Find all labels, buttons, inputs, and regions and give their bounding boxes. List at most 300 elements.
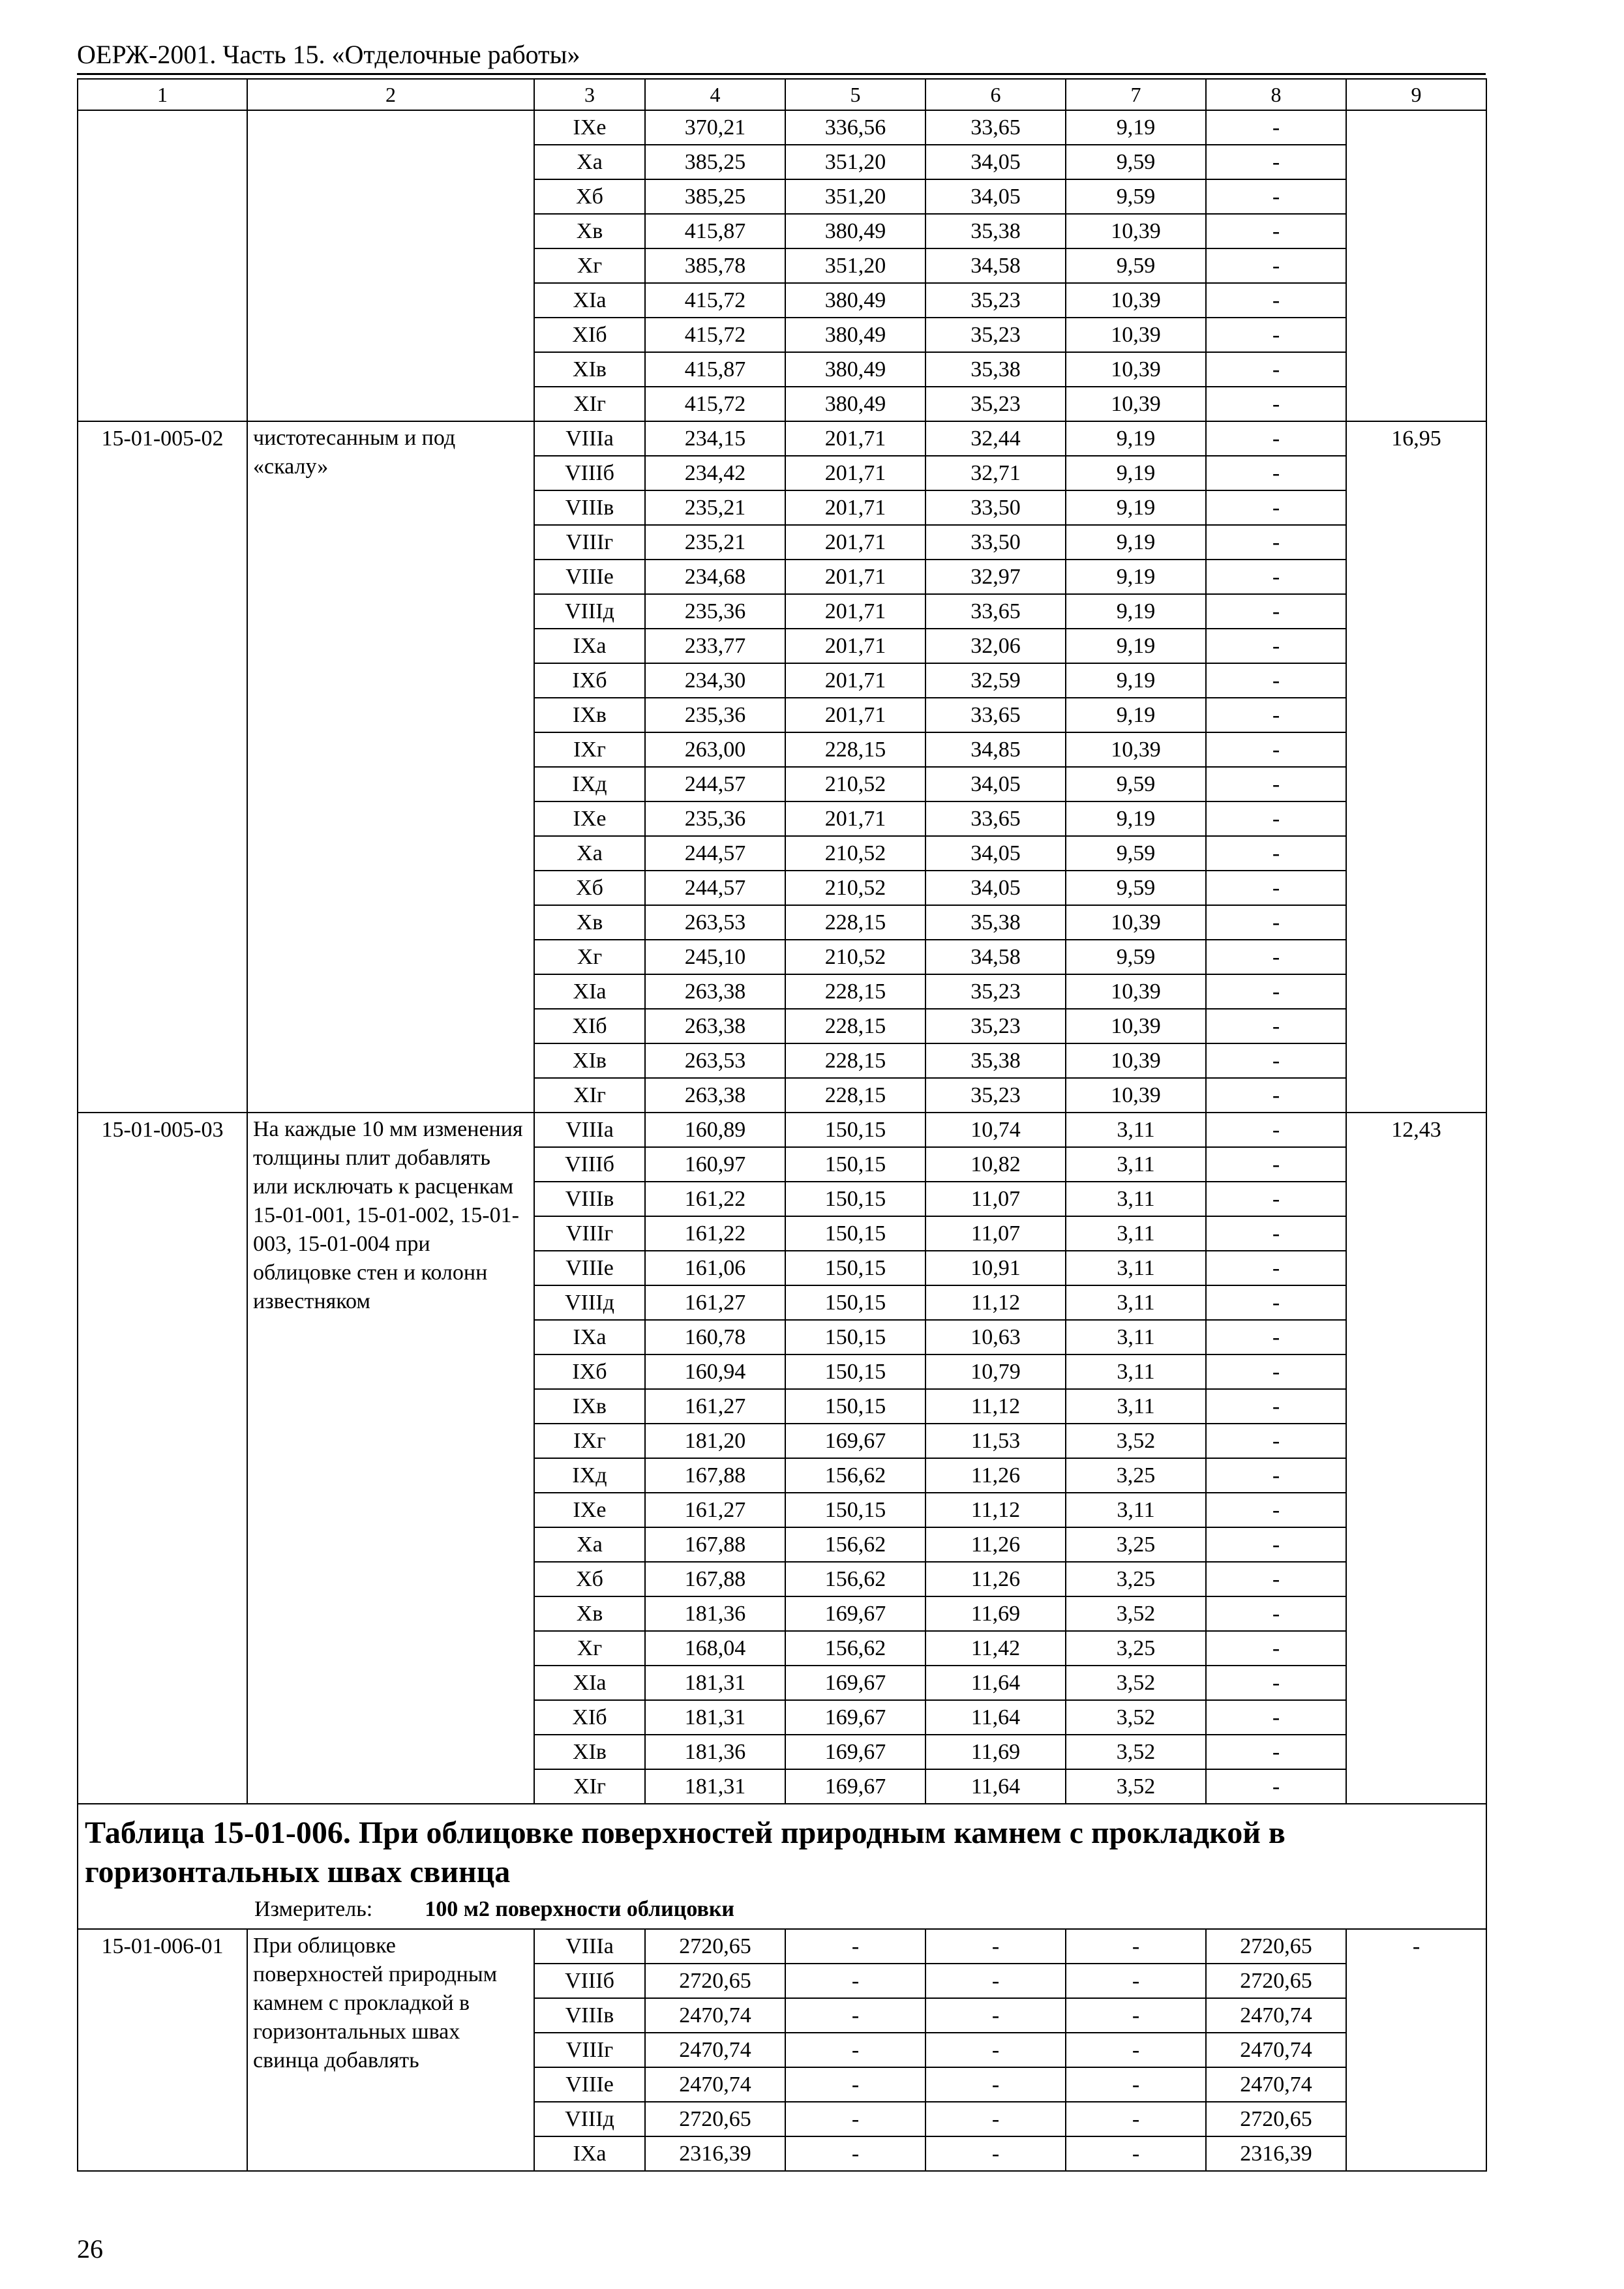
table-cell: - — [925, 2067, 1066, 2102]
table-cell: 9,59 — [1066, 767, 1206, 801]
table-cell: - — [1066, 2136, 1206, 2171]
table-cell: - — [1206, 836, 1346, 871]
table-row — [78, 1113, 1486, 1147]
table-cell: 380,49 — [785, 318, 925, 352]
table-cell: - — [1206, 1700, 1346, 1735]
table-cell: 244,57 — [645, 871, 785, 905]
table-cell: - — [1206, 1493, 1346, 1527]
rate-col9: 16,95 — [1346, 421, 1486, 1113]
table-cell: IXе — [534, 110, 645, 145]
table-cell: VIIIе — [534, 2067, 645, 2102]
table-cell: XIв — [534, 352, 645, 387]
table-cell: - — [1206, 560, 1346, 594]
table-cell: 161,22 — [645, 1216, 785, 1251]
column-number: 8 — [1206, 79, 1346, 110]
table-cell: XIг — [534, 1078, 645, 1113]
table-cell: - — [925, 1964, 1066, 1998]
table-cell: 210,52 — [785, 940, 925, 974]
table-cell: 210,52 — [785, 836, 925, 871]
table-cell: - — [1206, 490, 1346, 525]
table-cell: 169,67 — [785, 1700, 925, 1735]
table-cell: 201,71 — [785, 456, 925, 490]
table-cell: 11,64 — [925, 1700, 1066, 1735]
table-cell: VIIIе — [534, 1251, 645, 1285]
table-cell: 2720,65 — [645, 1964, 785, 1998]
rate-description — [247, 110, 534, 421]
column-number: 2 — [247, 79, 534, 110]
table-cell: IXе — [534, 801, 645, 836]
table-cell: 11,07 — [925, 1216, 1066, 1251]
rate-col9 — [1346, 110, 1486, 421]
table-cell: 9,59 — [1066, 836, 1206, 871]
table-cell: - — [1066, 1929, 1206, 1964]
table-cell: 201,71 — [785, 801, 925, 836]
table-cell: XIв — [534, 1735, 645, 1769]
table-cell: 11,12 — [925, 1389, 1066, 1424]
table-cell: - — [1206, 905, 1346, 940]
table-cell: 385,25 — [645, 145, 785, 179]
table-cell: - — [1206, 1354, 1346, 1389]
table-cell: VIIIг — [534, 2033, 645, 2067]
table-cell: VIIIд — [534, 594, 645, 629]
table-cell: - — [1206, 801, 1346, 836]
table-cell: - — [1206, 179, 1346, 214]
table-cell: 3,52 — [1066, 1666, 1206, 1700]
table-cell: XIа — [534, 1666, 645, 1700]
unit-label: Измеритель: — [254, 1897, 373, 1921]
table-cell: 235,36 — [645, 698, 785, 732]
rate-description: На каждые 10 мм изменения толщины плит добавлять или исключать к расценкам 15-01-001, 15-01-002, 15-01-003, 15-01-004 при облицовке стен и колонн известняком — [247, 1113, 534, 1804]
table-cell: - — [1206, 456, 1346, 490]
table-cell: 10,79 — [925, 1354, 1066, 1389]
table-cell: 201,71 — [785, 560, 925, 594]
table-cell: 2720,65 — [645, 2102, 785, 2136]
table-cell: IXе — [534, 1493, 645, 1527]
table-cell: 161,22 — [645, 1182, 785, 1216]
table-cell: 9,59 — [1066, 179, 1206, 214]
table-cell: 3,11 — [1066, 1216, 1206, 1251]
table-cell: 10,39 — [1066, 1043, 1206, 1078]
table-cell: IXв — [534, 1389, 645, 1424]
table-cell: - — [785, 2067, 925, 2102]
table-cell: - — [1206, 352, 1346, 387]
table-cell: 33,65 — [925, 594, 1066, 629]
table-cell: 234,68 — [645, 560, 785, 594]
table-cell: 160,89 — [645, 1113, 785, 1147]
table-cell: 2720,65 — [1206, 1929, 1346, 1964]
table-cell: 263,38 — [645, 1078, 785, 1113]
table-cell: 33,65 — [925, 110, 1066, 145]
table-cell: - — [785, 1998, 925, 2033]
table-cell: 9,19 — [1066, 110, 1206, 145]
table-cell: - — [1206, 1458, 1346, 1493]
column-number: 9 — [1346, 79, 1486, 110]
table-cell: 2470,74 — [645, 2033, 785, 2067]
table-cell: 201,71 — [785, 490, 925, 525]
rate-code — [78, 110, 247, 421]
table-cell: 35,23 — [925, 1009, 1066, 1043]
table-cell: 35,23 — [925, 318, 1066, 352]
table-cell: IXб — [534, 663, 645, 698]
table-cell: - — [1206, 767, 1346, 801]
table-cell: 3,52 — [1066, 1735, 1206, 1769]
table-cell: - — [785, 2102, 925, 2136]
table-cell: 10,82 — [925, 1147, 1066, 1182]
table-cell: VIIIг — [534, 525, 645, 560]
table-cell: 9,19 — [1066, 421, 1206, 456]
table-cell: 11,26 — [925, 1527, 1066, 1562]
table-cell: 235,21 — [645, 525, 785, 560]
table-cell: IXд — [534, 1458, 645, 1493]
table-cell: 150,15 — [785, 1182, 925, 1216]
table-cell: 160,97 — [645, 1147, 785, 1182]
table-cell: IXа — [534, 629, 645, 663]
table-cell: 201,71 — [785, 663, 925, 698]
rate-description: чистотесанным и под «скалу» — [247, 421, 534, 1113]
table-cell: 10,39 — [1066, 318, 1206, 352]
table-cell: VIIIг — [534, 1216, 645, 1251]
table-cell: 3,52 — [1066, 1769, 1206, 1804]
rate-code: 15-01-005-02 — [78, 421, 247, 1113]
table-cell: 150,15 — [785, 1389, 925, 1424]
table-cell: - — [1206, 387, 1346, 421]
table-cell: 167,88 — [645, 1562, 785, 1596]
table-cell: 201,71 — [785, 594, 925, 629]
table-cell: 228,15 — [785, 905, 925, 940]
table-cell: VIIIб — [534, 1147, 645, 1182]
table-cell: - — [1206, 110, 1346, 145]
header-rule — [77, 73, 1486, 75]
table-cell: IXг — [534, 732, 645, 767]
table-cell: 9,19 — [1066, 629, 1206, 663]
table-cell: 3,25 — [1066, 1527, 1206, 1562]
table-cell: - — [1206, 1527, 1346, 1562]
table-cell: 9,59 — [1066, 871, 1206, 905]
table-cell: 263,00 — [645, 732, 785, 767]
table-cell: Xа — [534, 836, 645, 871]
table-cell: 10,39 — [1066, 905, 1206, 940]
table-cell: 2720,65 — [645, 1929, 785, 1964]
table-cell: 351,20 — [785, 145, 925, 179]
table-cell: XIг — [534, 1769, 645, 1804]
table-cell: Xв — [534, 214, 645, 248]
table-cell: 3,11 — [1066, 1251, 1206, 1285]
table-cell: 34,58 — [925, 940, 1066, 974]
table-cell: 201,71 — [785, 629, 925, 663]
table-cell: 10,63 — [925, 1320, 1066, 1354]
column-number: 6 — [925, 79, 1066, 110]
table-cell: XIв — [534, 1043, 645, 1078]
table-cell: 263,38 — [645, 1009, 785, 1043]
table-cell: 150,15 — [785, 1354, 925, 1389]
table-cell: Xа — [534, 145, 645, 179]
table-cell: VIIIв — [534, 1182, 645, 1216]
table-cell: 32,06 — [925, 629, 1066, 663]
table-cell: 2720,65 — [1206, 1964, 1346, 1998]
column-number: 7 — [1066, 79, 1206, 110]
table-cell: 11,53 — [925, 1424, 1066, 1458]
column-number: 1 — [78, 79, 247, 110]
table-cell: 234,15 — [645, 421, 785, 456]
table-cell: 415,72 — [645, 318, 785, 352]
table-cell: - — [1066, 1964, 1206, 1998]
table-cell: 201,71 — [785, 525, 925, 560]
table-cell: 169,67 — [785, 1424, 925, 1458]
table-cell: XIа — [534, 283, 645, 318]
table-cell: XIг — [534, 387, 645, 421]
table-cell: - — [1066, 1998, 1206, 2033]
table-cell: 156,62 — [785, 1458, 925, 1493]
table-cell: 245,10 — [645, 940, 785, 974]
table-cell: Xв — [534, 1596, 645, 1631]
table-cell: VIIIд — [534, 2102, 645, 2136]
table-cell: 210,52 — [785, 767, 925, 801]
table-cell: 3,11 — [1066, 1493, 1206, 1527]
table-cell: - — [1206, 248, 1346, 283]
table-cell: 34,05 — [925, 836, 1066, 871]
table-cell: 3,25 — [1066, 1562, 1206, 1596]
table-cell: 169,67 — [785, 1735, 925, 1769]
table-cell: 160,94 — [645, 1354, 785, 1389]
table-cell: 9,59 — [1066, 940, 1206, 974]
table-cell: - — [1206, 1216, 1346, 1251]
table-cell: 11,69 — [925, 1735, 1066, 1769]
table-cell: VIIIв — [534, 1998, 645, 2033]
table-cell: Xг — [534, 940, 645, 974]
table-cell: 34,05 — [925, 871, 1066, 905]
table-cell: XIб — [534, 318, 645, 352]
table-cell: - — [1206, 1666, 1346, 1700]
table-cell: 10,39 — [1066, 732, 1206, 767]
table-cell: 415,87 — [645, 352, 785, 387]
table-cell: 201,71 — [785, 698, 925, 732]
table-cell: 11,07 — [925, 1182, 1066, 1216]
table-cell: 11,26 — [925, 1562, 1066, 1596]
table-cell: 3,52 — [1066, 1596, 1206, 1631]
table-cell: 169,67 — [785, 1596, 925, 1631]
table-cell: 351,20 — [785, 248, 925, 283]
table-cell: 35,23 — [925, 974, 1066, 1009]
rate-description: При облицовке поверхностей природным камнем с прокладкой в горизонтальных швах свинца добавлять — [247, 1929, 534, 2171]
table-cell: 33,65 — [925, 698, 1066, 732]
table-cell: - — [1206, 1251, 1346, 1285]
table-cell: 181,31 — [645, 1700, 785, 1735]
table-cell: 10,91 — [925, 1251, 1066, 1285]
table-cell: 161,06 — [645, 1251, 785, 1285]
table-cell: - — [1206, 421, 1346, 456]
table-cell: 2470,74 — [1206, 2067, 1346, 2102]
table-cell: - — [1206, 1043, 1346, 1078]
table-cell: - — [925, 1929, 1066, 1964]
table-cell: 161,27 — [645, 1493, 785, 1527]
table-cell: 3,11 — [1066, 1113, 1206, 1147]
table-cell: 35,23 — [925, 283, 1066, 318]
table-cell: XIб — [534, 1009, 645, 1043]
table-cell: - — [1206, 594, 1346, 629]
table-cell: 370,21 — [645, 110, 785, 145]
table-cell: XIб — [534, 1700, 645, 1735]
table-cell: 33,65 — [925, 801, 1066, 836]
table-cell: 336,56 — [785, 110, 925, 145]
table-cell: Xв — [534, 905, 645, 940]
column-number: 3 — [534, 79, 645, 110]
table-unit — [85, 1897, 1479, 1922]
table-cell: 10,74 — [925, 1113, 1066, 1147]
table-cell: 3,52 — [1066, 1700, 1206, 1735]
table-cell: VIIIб — [534, 1964, 645, 1998]
table-cell: 35,38 — [925, 905, 1066, 940]
table-cell: 10,39 — [1066, 1078, 1206, 1113]
table-cell: - — [1206, 1735, 1346, 1769]
table-cell: - — [1206, 145, 1346, 179]
table-cell: - — [1206, 663, 1346, 698]
table-cell: - — [1206, 1147, 1346, 1182]
table-cell: 235,36 — [645, 594, 785, 629]
table-cell: 33,50 — [925, 525, 1066, 560]
table-cell: 415,72 — [645, 387, 785, 421]
table-cell: 3,52 — [1066, 1424, 1206, 1458]
table-cell: 150,15 — [785, 1285, 925, 1320]
table-cell: - — [1206, 732, 1346, 767]
table-cell: - — [1206, 974, 1346, 1009]
table-cell: - — [1206, 940, 1346, 974]
table-cell: 10,39 — [1066, 352, 1206, 387]
table-cell: VIIIа — [534, 1929, 645, 1964]
table-cell: 380,49 — [785, 283, 925, 318]
table-cell: 3,25 — [1066, 1458, 1206, 1493]
table-cell: 32,44 — [925, 421, 1066, 456]
table-cell: - — [785, 2033, 925, 2067]
table-cell: 150,15 — [785, 1251, 925, 1285]
table-cell: 380,49 — [785, 387, 925, 421]
table-cell: 34,05 — [925, 179, 1066, 214]
table-cell: 34,05 — [925, 767, 1066, 801]
table-cell: 3,25 — [1066, 1631, 1206, 1666]
table-cell: - — [925, 2102, 1066, 2136]
table-cell: 150,15 — [785, 1493, 925, 1527]
table-cell: 244,57 — [645, 767, 785, 801]
table-cell: - — [1206, 1562, 1346, 1596]
table-cell: VIIIа — [534, 421, 645, 456]
table-cell: 9,19 — [1066, 663, 1206, 698]
table-cell: 150,15 — [785, 1147, 925, 1182]
table-cell: 32,71 — [925, 456, 1066, 490]
table-cell: Xа — [534, 1527, 645, 1562]
table-cell: 181,20 — [645, 1424, 785, 1458]
table-cell: 181,36 — [645, 1596, 785, 1631]
table-cell: - — [1206, 283, 1346, 318]
table-cell: VIIIв — [534, 490, 645, 525]
table-row — [78, 1929, 1486, 1964]
table-cell: 10,39 — [1066, 1009, 1206, 1043]
table-cell: 228,15 — [785, 1078, 925, 1113]
rate-col9: 12,43 — [1346, 1113, 1486, 1804]
table-cell: 9,59 — [1066, 248, 1206, 283]
table-cell: 161,27 — [645, 1389, 785, 1424]
rate-col9: - — [1346, 1929, 1486, 2171]
table-cell: 35,38 — [925, 1043, 1066, 1078]
table-cell: 150,15 — [785, 1216, 925, 1251]
table-cell: 10,39 — [1066, 283, 1206, 318]
table-cell: - — [1206, 1009, 1346, 1043]
table-cell: - — [1206, 698, 1346, 732]
table-cell: - — [1066, 2102, 1206, 2136]
table-cell: Xб — [534, 179, 645, 214]
table-cell: 351,20 — [785, 179, 925, 214]
page-header: ОЕРЖ-2001. Часть 15. «Отделочные работы» — [77, 40, 580, 69]
table-cell: 2470,74 — [645, 2067, 785, 2102]
table-cell: - — [1206, 1113, 1346, 1147]
table-cell: 160,78 — [645, 1320, 785, 1354]
table-cell: 181,31 — [645, 1769, 785, 1804]
table-cell: 2316,39 — [645, 2136, 785, 2171]
column-number: 4 — [645, 79, 785, 110]
table-cell: 9,19 — [1066, 525, 1206, 560]
table-cell: 9,19 — [1066, 560, 1206, 594]
table-cell: IXб — [534, 1354, 645, 1389]
table-cell: 234,30 — [645, 663, 785, 698]
table-cell: IXд — [534, 767, 645, 801]
table-cell: 34,85 — [925, 732, 1066, 767]
table-cell: 169,67 — [785, 1666, 925, 1700]
table-cell: 150,15 — [785, 1320, 925, 1354]
table-cell: - — [1206, 1389, 1346, 1424]
table-cell: 415,87 — [645, 214, 785, 248]
table-cell: - — [1206, 1320, 1346, 1354]
table-cell: 35,38 — [925, 352, 1066, 387]
table-cell: - — [1066, 2033, 1206, 2067]
table-cell: 9,19 — [1066, 594, 1206, 629]
rate-code: 15-01-005-03 — [78, 1113, 247, 1804]
table-cell: 2470,74 — [645, 1998, 785, 2033]
table-cell: 35,23 — [925, 387, 1066, 421]
table-cell: VIIIе — [534, 560, 645, 594]
table-cell: - — [1206, 1596, 1346, 1631]
table-cell: 228,15 — [785, 732, 925, 767]
table-cell: 35,23 — [925, 1078, 1066, 1113]
table-cell: 210,52 — [785, 871, 925, 905]
table-cell: - — [1206, 1769, 1346, 1804]
rate-code: 15-01-006-01 — [78, 1929, 247, 2171]
table-cell: 168,04 — [645, 1631, 785, 1666]
table-cell: 385,25 — [645, 179, 785, 214]
table-cell: 244,57 — [645, 836, 785, 871]
table-cell: 235,21 — [645, 490, 785, 525]
table-cell: - — [1206, 1285, 1346, 1320]
table-cell: VIIIб — [534, 456, 645, 490]
table-cell: 9,59 — [1066, 145, 1206, 179]
table-cell: 11,64 — [925, 1666, 1066, 1700]
table-cell: 234,42 — [645, 456, 785, 490]
table-caption — [78, 1804, 1486, 1929]
table-cell: 3,11 — [1066, 1320, 1206, 1354]
table-cell: Xг — [534, 248, 645, 283]
table-cell: IXв — [534, 698, 645, 732]
table-cell: 11,42 — [925, 1631, 1066, 1666]
table-cell: 32,59 — [925, 663, 1066, 698]
table-cell: 11,12 — [925, 1493, 1066, 1527]
table-cell: 10,39 — [1066, 387, 1206, 421]
table-cell: - — [925, 2033, 1066, 2067]
table-cell: 3,11 — [1066, 1354, 1206, 1389]
table-cell: - — [1206, 1182, 1346, 1216]
table-cell: XIа — [534, 974, 645, 1009]
table-cell: 33,50 — [925, 490, 1066, 525]
table-cell: - — [1206, 318, 1346, 352]
table-cell: 9,19 — [1066, 456, 1206, 490]
column-number-row — [78, 79, 1486, 110]
table-cell: 3,11 — [1066, 1285, 1206, 1320]
